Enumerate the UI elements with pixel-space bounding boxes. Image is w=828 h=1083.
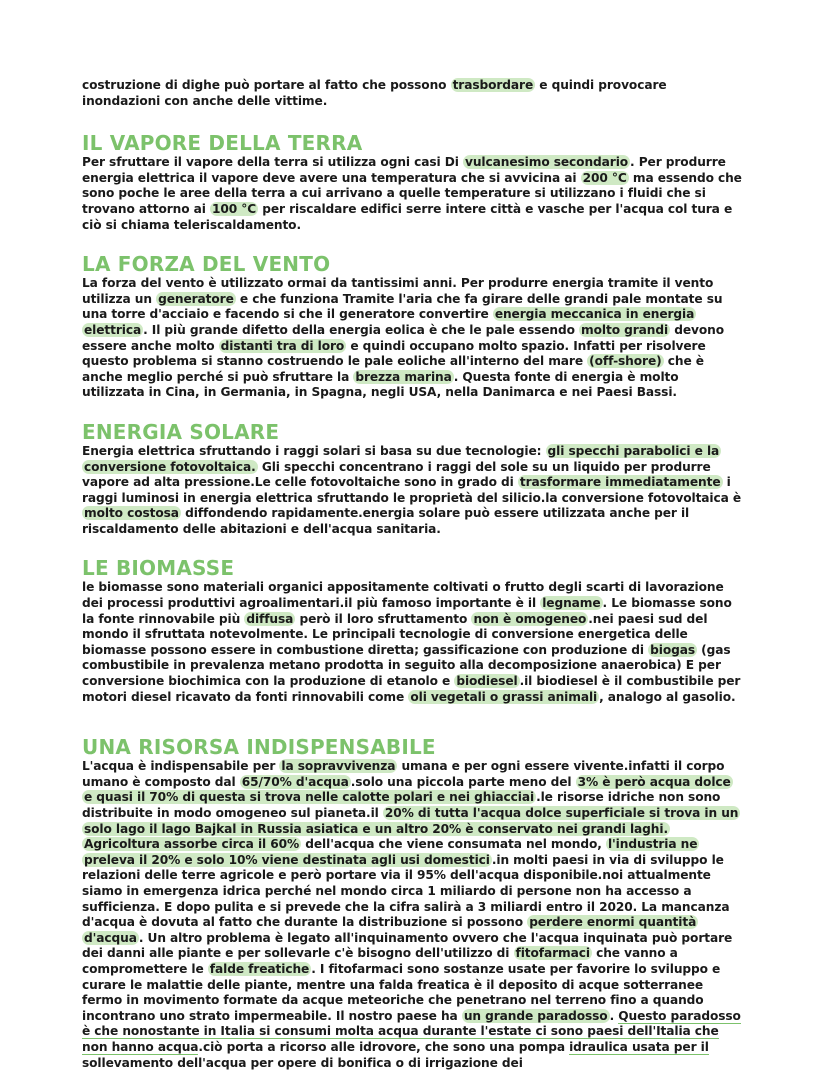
text: La forza del vento è utilizzato ormai da tantissimi anni. Per produrre energia tramite il vento utilizza un	[82, 276, 714, 306]
section-title-biomasse: LE BIOMASSE	[82, 556, 235, 581]
biomasse-paragraph	[82, 580, 742, 705]
highlight: generatore	[158, 291, 234, 306]
section-title-solare: ENERGIA SOLARE	[82, 419, 280, 444]
text: che è anche meglio perché si può sfruttare la	[82, 354, 704, 384]
solare-paragraph	[82, 444, 742, 538]
highlight: trasbordare	[452, 78, 534, 92]
text: . Un altro problema è legato all'inquinamento ovvero che l'acqua inquinata può portare dei danni alle piante e per sollevarle c'è bisogno dell'utilizzo di	[82, 930, 733, 961]
highlight: trasformare immediatamente	[519, 475, 721, 490]
highlight: gli specchi parabolici e la conversione fotovoltaica.	[84, 443, 720, 474]
highlight: oli vegetali o grassi animali	[410, 689, 598, 704]
highlight: 65/70% d'acqua	[241, 774, 349, 789]
text: .le risorse idriche non sono distribuite in modo omogeneo sul pianeta.il	[82, 790, 721, 820]
highlight: perdere enormi quantità d'acqua	[84, 915, 697, 945]
highlight: molto grandi	[581, 322, 669, 337]
vento-paragraph	[82, 276, 742, 401]
highlight: 3% è però acqua dolce e quasi il 70% di questa si trova nelle calotte polari e nei ghiacciai	[84, 774, 731, 805]
highlight: (off-shore)	[589, 354, 662, 369]
text: , analogo al gasolio.	[599, 689, 736, 704]
text: L'acqua è indispensabile per	[82, 759, 280, 774]
highlight: biogas	[650, 642, 696, 657]
highlight: brezza marina	[355, 369, 452, 384]
section-title-vento: LA FORZA DEL VENTO	[82, 252, 331, 277]
text: e quindi occupano molto spazio. Infatti per risolvere questo problema si stanno costruendo le pale eoliche all'interno del mare	[82, 338, 706, 369]
text: i raggi luminosi in energia elettrica sfruttando le proprietà del silicio.la conversione fotovoltaica è	[82, 475, 742, 505]
highlight: falde freatiche	[209, 961, 310, 976]
text: e che funziona Tramite l'aria che fa girare delle grandi pale montate su una torre d'acciaio e facendo si che il generatore convertire	[82, 291, 723, 322]
text: . Le biomasse sono la fonte rinnovabile più	[82, 596, 732, 626]
risorsa-paragraph	[82, 759, 742, 1071]
text: diffondendo rapidamente.energia solare può essere utilizzata anche per il riscaldamento delle abitazioni e dell'acqua sanitaria.	[82, 506, 690, 536]
section-title-vapore: IL VAPORE DELLA TERRA	[82, 131, 363, 156]
highlight: legname	[542, 596, 601, 611]
highlight: 20% di tutta l'acqua dolce superficiale si trova in un solo lago il lago Bajkal in Russia asiatica e un altro 20% è conservato nei grandi laghi. Agricoltura assorbe circa il 60%	[84, 806, 739, 852]
text: .solo una piccola parte meno del	[350, 774, 576, 789]
text: (gas combustibile in prevalenza metano prodotta in seguito alla decomposizione anaerobica) E per conversione biochimica con la produzione di etanolo e	[82, 642, 731, 689]
highlight: distanti tra di loro	[220, 338, 345, 353]
text: Energia elettrica sfruttando i raggi solari si basa su due tecnologie:	[82, 443, 546, 458]
text: che vanno a compromettere le	[82, 946, 678, 976]
highlight: molto costosa	[84, 506, 179, 521]
text: per riscaldare edifici serre intere città e vasche per l'acqua col tura e ciò si chiama teleriscaldamento.	[82, 201, 733, 232]
text: ma essendo che sono poche le aree della terra a cui arrivano a quelle temperature si utilizzano i fluidi che si trovano attorno ai	[82, 170, 742, 216]
vapore-paragraph	[82, 155, 742, 233]
text: però il loro sfruttamento	[295, 611, 472, 626]
text: .in molti paesi in via di sviluppo le relazioni delle terre agricole e però portare via il 95% dell'acqua disponibile.noi attualmente siamo in emergenza idrica perché nel mondo circa 1 miliardo di persone non ha accesso a sufficienza. E dopo pulita e si prevede che la cifra salirà a 3 miliardi entro il 2020. La mancanza d'acqua è dovuta al fatto che durante la distribuzione si possono	[82, 852, 730, 930]
text: .	[609, 1008, 619, 1023]
text: . Per produrre energia elettrica il vapore deve avere una temperatura che si avvicina ai	[82, 155, 726, 185]
text: .il biodiesel è il combustibile per motori diesel ricavato da fonti rinnovabili come	[82, 674, 741, 704]
text: dell'acqua che viene consumata nel mondo,	[301, 837, 606, 852]
highlight: un grande paradosso	[463, 1008, 608, 1023]
text: umana e per ogni essere vivente.infatti il corpo umano è composto dal	[82, 759, 725, 789]
underline: idraulica usata per il	[569, 1039, 709, 1054]
section-title-risorsa: UNA RISORSA INDISPENSABILE	[82, 735, 436, 760]
text: devono essere anche molto	[82, 322, 724, 353]
highlight: fitofarmaci	[515, 946, 590, 961]
text: costruzione di dighe può portare al fatto che possono	[82, 78, 451, 92]
highlight: non è omogeneo	[473, 611, 587, 626]
highlight: energia meccanica in energia elettrica	[84, 307, 695, 337]
highlight: 200 °C	[582, 170, 627, 185]
text: Gli specchi concentrano i raggi del sole su un liquido per produrre vapore ad alta pressione.Le celle fotovoltaiche sono in grado di	[82, 459, 711, 490]
highlight: la sopravvivenza	[281, 759, 396, 774]
text: sollevamento dell'acqua per opere di bonifica o di irrigazione dei	[82, 1055, 523, 1070]
text: Per sfruttare il vapore della terra si utilizza ogni casi Di	[82, 155, 463, 170]
text: .ciò porta a ricorso alle idrovore, che sono una pompa	[198, 1039, 570, 1054]
text: e quindi provocare inondazioni con anche delle vittime.	[82, 78, 667, 108]
highlight: vulcanesimo secondario	[465, 155, 629, 170]
highlight: 100 °C	[211, 201, 257, 216]
text: . Il più grande difetto della energia eolica è che le pale essendo	[143, 322, 580, 337]
highlight: l'industria ne preleva il 20% e solo 10% viene destinata agli usi domestici	[84, 837, 698, 867]
text: le biomasse sono materiali organici appositamente coltivati o frutto degli scarti di lavorazione dei processi produttivi agroalimentari.il più famoso importante è il	[82, 580, 724, 611]
text: . I fitofarmaci sono sostanze usate per favorire lo sviluppo e curare le malattie delle piante, mentre una falda freatica è il deposito di acque sotterranee fermo in movimento formate da acque meteoriche che penetrano nel terreno fino a quando incontrano uno strato impermeabile. Il nostro paese ha	[82, 961, 721, 1023]
highlight: diffusa	[246, 611, 294, 626]
highlight: biodiesel	[456, 674, 518, 689]
text: .nei paesi sud del mondo il sfruttata notevolmente. Le principali tecnologie di conversione energetica delle biomasse possono essere in combustione diretta; gassificazione con produzione di	[82, 611, 708, 657]
text: . Questa fonte di energia è molto utilizzata in Cina, in Germania, in Spagna, negli USA, nella Danimarca e nei Paesi Bassi.	[82, 369, 679, 400]
document-page	[82, 78, 742, 1071]
underline: Questo paradosso è che nonostante in Italia si consumi molta acqua durante l'estate ci sono paesi dell'Italia che non hanno acqua	[82, 1008, 741, 1054]
intro-paragraph	[82, 78, 742, 109]
